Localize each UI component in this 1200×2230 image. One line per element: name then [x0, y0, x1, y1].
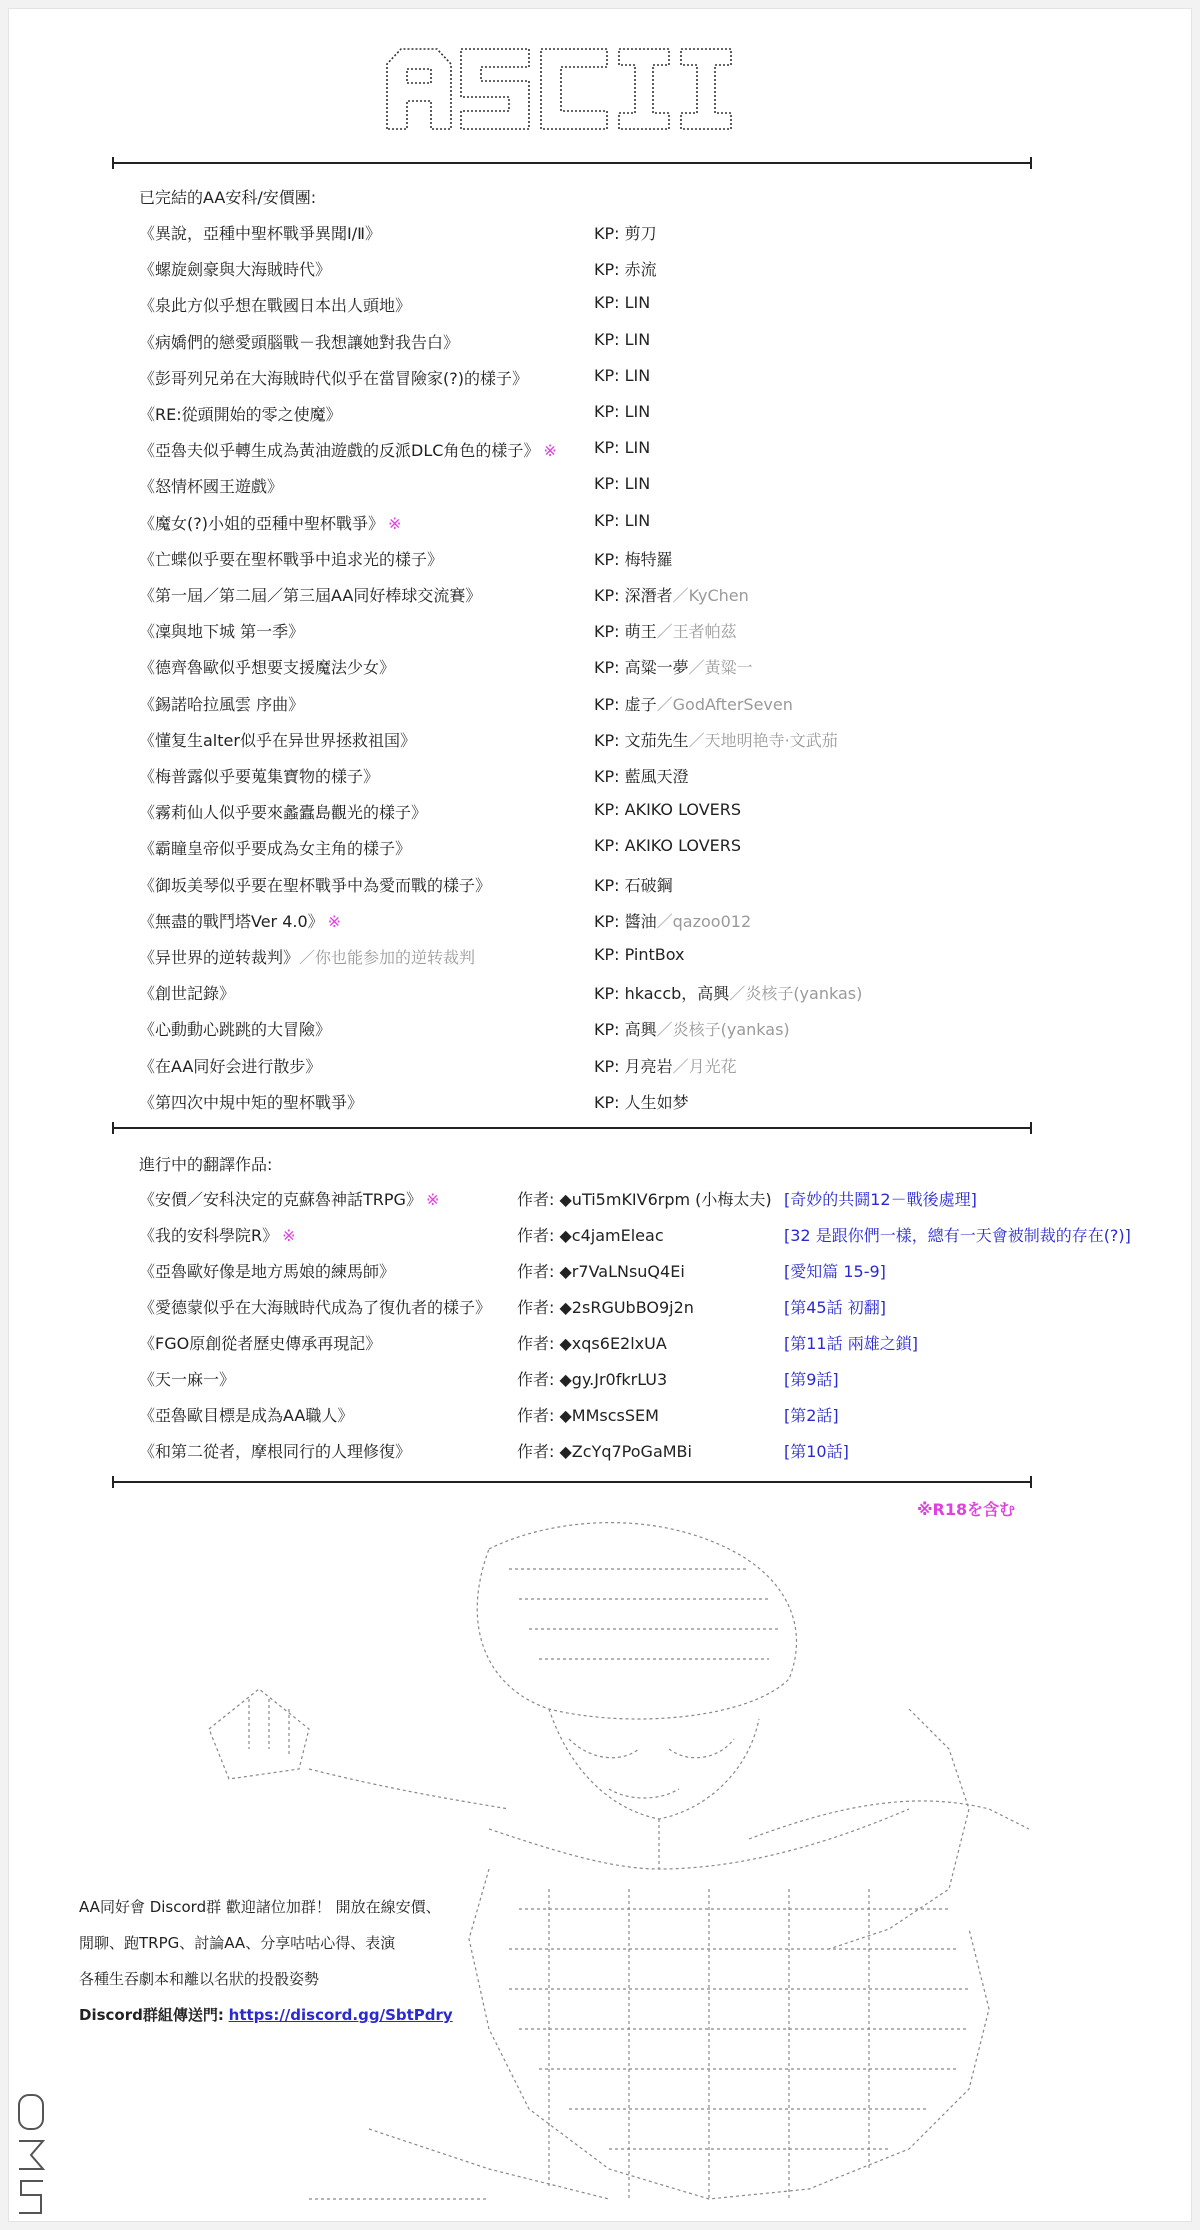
kp-extra: ／月光花	[672, 1056, 737, 1076]
kp-label: KP:	[594, 836, 620, 856]
work-title[interactable]	[139, 257, 331, 280]
divider-middle	[112, 1127, 1032, 1129]
author-label: 作者:	[517, 1406, 555, 1425]
work-title-text: 《霧莉仙人似乎要來蠡蠹島觀光的樣子》	[139, 803, 428, 823]
kp-credit	[594, 221, 657, 244]
author-credit	[517, 1295, 694, 1318]
r18-mark: ※	[387, 513, 402, 533]
work-title-text: 《亡蝶似乎要在聖杯戰爭中追求光的樣子》	[139, 549, 444, 569]
kp-credit	[594, 511, 650, 530]
work-title[interactable]	[139, 1295, 491, 1318]
kp-name: AKIKO LOVERS	[624, 836, 742, 856]
author-label: 作者:	[517, 1298, 555, 1317]
work-title-text: 《愛德蒙似乎在大海賊時代成為了復仇者的樣子》	[139, 1298, 492, 1317]
progress-link[interactable]: [奇妙的共鬪12－戰後處理]	[784, 1190, 977, 1209]
kp-label: KP:	[594, 767, 620, 786]
kp-name: AKIKO LOVERS	[624, 800, 742, 820]
r18-mark: ※	[327, 911, 342, 931]
work-title[interactable]	[139, 402, 342, 425]
author-label: 作者:	[517, 1262, 555, 1281]
kp-credit	[594, 692, 793, 715]
discord-line-3: 各種生吞劇本和離以名狀的投骰姿勢	[79, 1970, 320, 1988]
kp-extra: ／KyChen	[672, 586, 749, 605]
work-title-text: 《錫諾哈拉風雲 序曲》	[139, 694, 305, 714]
kp-name: LIN	[624, 402, 651, 421]
kp-name: 剪刀	[624, 224, 657, 243]
discord-info	[79, 1889, 453, 2033]
kp-credit	[594, 1017, 790, 1040]
completed-heading: 已完結的AA安科/安價團:	[139, 188, 317, 207]
kp-credit	[594, 909, 751, 932]
kp-credit	[594, 800, 741, 819]
author-credit	[517, 1439, 692, 1462]
kp-label: KP:	[594, 800, 620, 820]
work-title[interactable]	[139, 909, 341, 932]
kp-name: LIN	[624, 474, 651, 494]
kp-label: KP:	[594, 260, 620, 280]
watermark-logo	[11, 2089, 51, 2229]
kp-label: KP:	[594, 694, 620, 714]
r18-mark: ※	[425, 1190, 440, 1209]
kp-extra: ／qazoo012	[656, 911, 752, 931]
kp-label: KP:	[594, 1056, 620, 1076]
kp-label: KP:	[594, 911, 620, 931]
work-title-text: 《怒情杯國王遊戲》	[139, 477, 284, 497]
page	[8, 8, 1192, 2222]
work-title-text: 《懂复生alter似乎在异世界拯救祖国》	[139, 730, 416, 750]
work-title-text: 《泉此方似乎想在戰國日本出人頭地》	[139, 296, 412, 316]
kp-label: KP:	[594, 474, 620, 494]
progress-link[interactable]: [第11話 兩雄之鎖]	[784, 1334, 918, 1353]
progress-link[interactable]: [愛知篇 15-9]	[784, 1262, 886, 1281]
work-title[interactable]	[139, 764, 379, 787]
kp-credit	[594, 583, 749, 606]
kp-credit	[594, 764, 689, 787]
kp-label: KP:	[594, 875, 620, 895]
work-title-text: 《FGO原創從者歷史傳承再現記》	[139, 1334, 382, 1353]
kp-extra: ／炎核子(yankas)	[729, 984, 863, 1004]
kp-name: LIN	[624, 365, 651, 385]
progress-link[interactable]: [第45話 初翻]	[784, 1298, 886, 1317]
ascii-art-illustration	[189, 1509, 1109, 2209]
discord-link-label: Discord群組傳送門:	[79, 2006, 224, 2024]
author-name: ◆xqs6E2lxUA	[559, 1334, 667, 1353]
work-title-text: 《病嬌們的戀愛頭腦戰－我想讓她對我告白》	[139, 332, 460, 352]
kp-name: LIN	[624, 329, 651, 349]
kp-label: KP:	[594, 984, 620, 1004]
kp-name: 梅特羅	[624, 549, 673, 569]
kp-name: 赤流	[624, 260, 657, 280]
kp-credit	[594, 547, 673, 570]
ascii-logo	[379, 39, 759, 139]
kp-extra: ／黃粱一	[688, 658, 753, 678]
discord-line-1: AA同好會 Discord群 歡迎諸位加群！ 開放在線安價、	[79, 1898, 441, 1916]
kp-name: 藍風天澄	[624, 767, 689, 786]
work-title[interactable]	[139, 1054, 321, 1077]
work-title-text: 《RE:從頭開始的零之使魔》	[139, 405, 342, 424]
kp-label: KP:	[594, 293, 620, 313]
work-title-text: 《和第二從者，摩根同行的人理修復》	[139, 1442, 412, 1461]
work-title[interactable]	[139, 1223, 296, 1246]
kp-credit	[594, 945, 685, 964]
kp-label: KP:	[594, 658, 620, 678]
work-title-text: 《异世界的逆转裁判》	[139, 948, 300, 967]
work-title-text: 《亞魯歐好像是地方馬娘的練馬師》	[139, 1262, 396, 1281]
work-title-text: 《心動動心跳跳的大冒險》	[139, 1020, 332, 1040]
author-name: ◆MMscsSEM	[559, 1406, 659, 1425]
work-title[interactable]	[139, 1403, 353, 1426]
work-title-text: 《魔女(?)小姐的亞種中聖杯戰爭》	[139, 513, 384, 533]
kp-label: KP:	[594, 365, 620, 385]
work-title-text: 《第一屆／第二屆／第三屆AA同好棒球交流賽》	[139, 586, 482, 605]
work-title[interactable]	[139, 1439, 411, 1462]
kp-name: LIN	[624, 510, 651, 530]
work-title[interactable]	[139, 1367, 235, 1390]
kp-label: KP:	[594, 549, 620, 569]
kp-credit	[594, 873, 673, 896]
author-name: ◆2sRGUbBO9j2n	[559, 1298, 694, 1317]
kp-label: KP:	[594, 586, 620, 605]
kp-label: KP:	[594, 402, 620, 421]
kp-credit	[594, 981, 862, 1004]
author-label: 作者:	[517, 1226, 555, 1245]
work-title[interactable]	[139, 873, 491, 896]
kp-label: KP:	[594, 510, 620, 530]
kp-credit	[594, 330, 650, 349]
discord-line-2: 閒聊、跑TRPG、討論AA、分享咕咕心得、表演	[79, 1934, 396, 1952]
r18-mark: ※	[543, 441, 557, 461]
kp-label: KP:	[594, 622, 620, 642]
author-label: 作者:	[517, 1190, 555, 1209]
kp-label: KP:	[594, 1020, 620, 1040]
kp-name: 石破鋼	[624, 875, 673, 895]
author-name: ◆uTi5mKIV6rpm (小梅太夫)	[559, 1190, 772, 1209]
kp-credit	[594, 655, 753, 678]
kp-label: KP:	[594, 329, 620, 349]
work-title[interactable]	[139, 474, 283, 497]
discord-link-row	[79, 1997, 453, 2033]
work-title[interactable]	[139, 1331, 381, 1354]
kp-credit	[594, 257, 657, 280]
work-title-text: 《彭哥列兄弟在大海賊時代似乎在當冒險家(?)的樣子》	[139, 368, 528, 388]
work-title[interactable]	[139, 1017, 331, 1040]
kp-label: KP:	[594, 224, 620, 243]
progress-link[interactable]: [第2話]	[784, 1406, 839, 1425]
work-title[interactable]	[139, 655, 395, 678]
ongoing-heading: 進行中的翻譯作品:	[139, 1155, 273, 1174]
kp-name: PintBox	[624, 945, 685, 964]
work-title-text: 《亞魯歐目標是成為AA職人》	[139, 1406, 354, 1425]
r18-note: ※R18を含む	[917, 1500, 1016, 1519]
kp-credit	[594, 1054, 737, 1077]
kp-credit	[594, 366, 650, 385]
kp-name: LIN	[624, 293, 651, 313]
kp-credit	[594, 402, 650, 421]
work-title-text: 《天一麻一》	[139, 1370, 236, 1389]
work-title-text: 《無盡的戰鬥塔Ver 4.0》	[139, 911, 324, 931]
kp-label: KP:	[594, 730, 620, 750]
work-title[interactable]	[139, 1090, 363, 1113]
work-title[interactable]	[139, 981, 235, 1004]
kp-name: 高興	[624, 1020, 657, 1040]
work-title[interactable]	[139, 438, 557, 461]
kp-label: KP:	[594, 1092, 620, 1112]
author-name: ◆ZcYq7PoGaMBi	[559, 1442, 692, 1461]
work-title[interactable]	[139, 728, 416, 751]
work-title-extra: ／你也能参加的逆转裁判	[299, 948, 476, 967]
kp-credit	[594, 619, 737, 642]
discord-link[interactable]: https://discord.gg/SbtPdry	[228, 2006, 453, 2024]
work-title-text: 《霸瞳皇帝似乎要成為女主角的樣子》	[139, 839, 412, 859]
work-title-text: 《亞魯夫似乎轉生成為黃油遊戲的反派DLC角色的樣子》	[139, 441, 540, 461]
work-title[interactable]	[139, 800, 427, 823]
author-credit	[517, 1259, 685, 1282]
completed-list	[139, 221, 1039, 1112]
work-title[interactable]	[139, 511, 401, 534]
work-title[interactable]	[139, 366, 528, 389]
author-label: 作者:	[517, 1442, 555, 1461]
author-credit	[517, 1403, 659, 1426]
kp-extra: ／天地明艳寺·文武茄	[688, 730, 838, 750]
author-label: 作者:	[517, 1334, 555, 1353]
kp-credit	[594, 474, 650, 493]
ongoing-list	[139, 1187, 1149, 1461]
work-title[interactable]	[139, 221, 381, 244]
work-title[interactable]	[139, 1259, 395, 1282]
work-title[interactable]	[139, 547, 443, 570]
work-title-text: 《凜與地下城 第一季》	[139, 622, 305, 642]
work-title-text: 《在AA同好会进行散步》	[139, 1056, 322, 1076]
work-title-text: 《安價／安科決定的克蘇魯神話TRPG》	[139, 1190, 422, 1209]
work-title[interactable]	[139, 945, 475, 968]
kp-name: 人生如梦	[624, 1092, 689, 1112]
author-credit	[517, 1187, 772, 1210]
work-title[interactable]	[139, 330, 459, 353]
kp-extra: ／炎核子(yankas)	[656, 1020, 790, 1040]
kp-credit	[594, 438, 650, 457]
kp-extra: ／王者帕茲	[656, 622, 737, 642]
work-title[interactable]	[139, 619, 304, 642]
kp-name: 萌王	[624, 622, 657, 642]
kp-name: 醬油	[624, 911, 657, 931]
kp-name: 深潛者	[624, 586, 673, 605]
work-title-text: 《第四次中規中矩的聖杯戰爭》	[139, 1092, 364, 1112]
progress-link[interactable]: [32 是跟你們一樣，總有一天會被制裁的存在(?)]	[784, 1226, 1131, 1245]
author-name: ◆gy.Jr0fkrLU3	[559, 1370, 668, 1389]
work-title-text: 《御坂美琴似乎要在聖杯戰爭中為愛而戰的樣子》	[139, 875, 492, 895]
work-title[interactable]	[139, 583, 481, 606]
kp-label: KP:	[594, 438, 620, 458]
work-title[interactable]	[139, 1187, 439, 1210]
author-credit	[517, 1367, 667, 1390]
work-title[interactable]	[139, 293, 411, 316]
progress-link[interactable]: [第9話]	[784, 1370, 839, 1389]
work-title-text: 《螺旋劍豪與大海賊時代》	[139, 260, 332, 280]
kp-name: LIN	[624, 438, 651, 458]
kp-credit	[594, 728, 838, 751]
r18-mark: ※	[282, 1226, 296, 1245]
kp-name: 文茄先生	[624, 730, 689, 750]
kp-name: hkaccb，高興	[624, 984, 730, 1004]
kp-name: 高粱一夢	[624, 658, 689, 678]
author-name: ◆r7VaLNsuQ4Ei	[559, 1262, 685, 1281]
work-title-text: 《我的安科學院R》	[139, 1226, 279, 1245]
author-credit	[517, 1331, 667, 1354]
author-name: ◆c4jamEleac	[559, 1226, 664, 1245]
kp-extra: ／GodAfterSeven	[656, 694, 793, 714]
kp-name: 月亮岩	[624, 1056, 673, 1076]
kp-credit	[594, 293, 650, 312]
author-credit	[517, 1223, 664, 1246]
progress-link[interactable]: [第10話]	[784, 1442, 849, 1461]
work-title-text: 《梅普露似乎要蒐集寶物的樣子》	[139, 767, 380, 786]
kp-credit	[594, 1090, 689, 1113]
work-title-text: 《德齊魯歐似乎想要支援魔法少女》	[139, 658, 396, 678]
kp-credit	[594, 836, 741, 855]
work-title-text: 《創世記錄》	[139, 984, 236, 1004]
divider-bottom	[112, 1481, 1032, 1483]
kp-name: 虚子	[624, 694, 657, 714]
work-title-text: 《異說，亞種中聖杯戰爭異聞Ⅰ/Ⅱ》	[139, 224, 381, 243]
work-title[interactable]	[139, 836, 411, 859]
author-label: 作者:	[517, 1370, 555, 1389]
work-title[interactable]	[139, 692, 304, 715]
divider-top	[112, 162, 1032, 164]
kp-label: KP:	[594, 945, 620, 964]
